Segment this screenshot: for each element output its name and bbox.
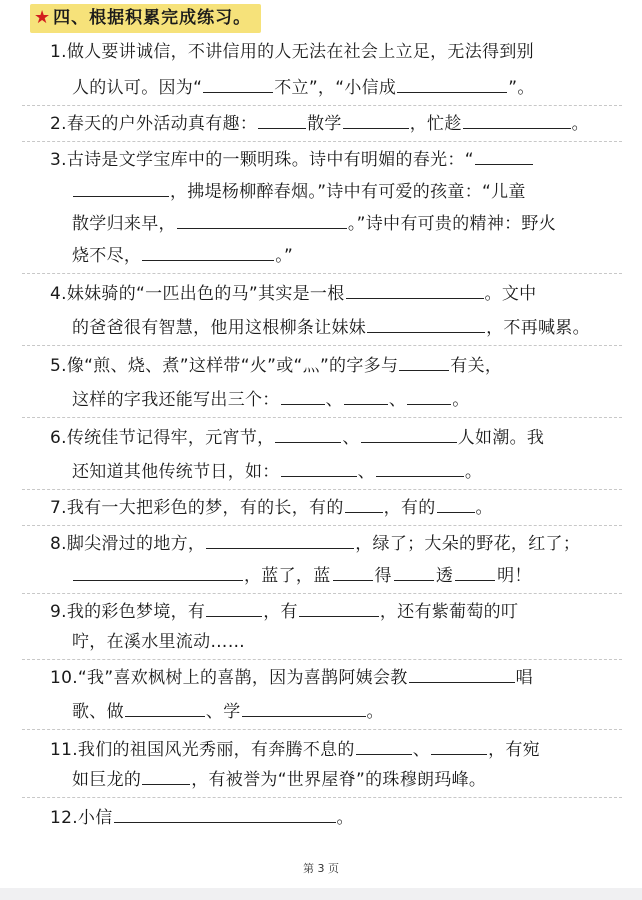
line-text: 9.我的彩色梦境，有 <box>50 602 206 622</box>
exercise-line <box>72 178 526 206</box>
answer-blank[interactable] <box>367 318 485 333</box>
line-text: 人如潮。我 <box>457 428 545 448</box>
line-text: 。 <box>464 462 483 482</box>
answer-blank[interactable] <box>376 462 464 477</box>
line-text: 、 <box>412 740 431 760</box>
long-dash <box>333 571 373 581</box>
line-text: ，有 <box>263 602 298 622</box>
answer-blank[interactable] <box>475 150 533 165</box>
dashed-separator <box>22 659 622 660</box>
line-text: 1.做人要讲诚信，不讲信用的人无法在社会上立足，无法得到别 <box>50 42 534 62</box>
line-text: 人的认可。因为“ <box>72 78 203 98</box>
long-dash <box>455 571 495 581</box>
exercise-line <box>72 314 590 342</box>
answer-blank[interactable] <box>346 284 484 299</box>
exercise-line <box>72 562 532 590</box>
line-text: 散学归来早， <box>72 214 176 234</box>
bottom-bar <box>0 888 642 900</box>
exercise-line <box>50 110 589 138</box>
dashed-separator <box>22 525 622 526</box>
line-text: 、 <box>357 462 375 482</box>
line-text: 5.像“煎、烧、煮”这样带“火”或“灬”的字多与 <box>50 356 399 376</box>
answer-blank[interactable] <box>361 428 457 443</box>
line-text: 7.我有一大把彩色的梦，有的长，有的 <box>50 498 344 518</box>
exercise-line <box>72 766 486 794</box>
line-text: 烧不尽， <box>72 246 142 266</box>
line-text: ，有宛 <box>488 740 540 760</box>
answer-blank[interactable] <box>437 498 475 513</box>
exercise-line <box>50 280 536 308</box>
exercise-line <box>50 736 540 764</box>
line-text: ，绿了；大朵的野花，红了； <box>355 534 581 554</box>
dashed-separator <box>22 141 622 142</box>
dashed-separator <box>22 273 622 274</box>
line-text: ，拂堤杨柳醉春烟。”诗中有可爱的孩童：“儿童 <box>170 182 526 202</box>
line-text: ，忙趁 <box>409 114 462 134</box>
star-icon: ★ <box>34 7 52 28</box>
line-text: 透 <box>435 566 454 586</box>
line-text: 、 <box>388 390 407 410</box>
answer-blank[interactable] <box>203 78 273 93</box>
line-text: 8.脚尖滑过的地方， <box>50 534 206 554</box>
dashed-separator <box>22 729 622 730</box>
answer-blank[interactable] <box>281 462 357 477</box>
dashed-separator <box>22 345 622 346</box>
line-text: 散学 <box>307 114 342 134</box>
answer-blank[interactable] <box>206 602 262 617</box>
answer-blank[interactable] <box>275 428 341 443</box>
answer-blank[interactable] <box>73 566 243 581</box>
answer-blank[interactable] <box>463 114 571 129</box>
answer-blank[interactable] <box>242 702 366 717</box>
line-text: 。文中 <box>484 284 537 304</box>
line-text: 、学 <box>205 702 241 722</box>
line-text: 11.我们的祖国风光秀丽，有奔腾不息的 <box>50 740 355 760</box>
exercise-line <box>72 210 556 238</box>
line-text: 咛，在溪水里流动…… <box>72 632 245 652</box>
line-text: ，还有紫葡萄的叮 <box>379 602 519 622</box>
answer-blank[interactable] <box>344 390 388 405</box>
line-text: 。 <box>452 390 470 410</box>
exercise-line <box>50 38 534 66</box>
answer-blank[interactable] <box>399 356 449 371</box>
line-text: 这样的字我还能写出三个： <box>72 390 280 410</box>
line-text: 。” <box>275 246 294 266</box>
answer-blank[interactable] <box>299 602 379 617</box>
answer-blank[interactable] <box>177 214 347 229</box>
page-number: 第 3 页 <box>303 862 339 875</box>
line-text: 明！ <box>497 566 532 586</box>
line-text: 得 <box>374 566 392 586</box>
answer-blank[interactable] <box>407 390 451 405</box>
exercise-line <box>50 530 580 558</box>
answer-blank[interactable] <box>114 808 336 823</box>
line-text: 4.妹妹骑的“一匹出色的马”其实是一根 <box>50 284 345 304</box>
line-text: 、 <box>325 390 343 410</box>
exercise-line <box>72 386 470 414</box>
answer-blank[interactable] <box>409 668 515 683</box>
line-text: 、 <box>342 428 360 448</box>
exercise-line <box>50 804 354 832</box>
line-text: 。 <box>571 114 589 134</box>
line-text: ，不再喊累。 <box>486 318 590 338</box>
exercise-line <box>50 424 544 452</box>
line-text: 的爸爸很有智慧，他用这根柳条让妹妹 <box>72 318 367 338</box>
answer-blank[interactable] <box>431 740 487 755</box>
line-text: ，蓝了，蓝 <box>244 566 331 586</box>
long-dash <box>394 571 434 581</box>
answer-blank[interactable] <box>73 182 169 197</box>
line-text: 10.“我”喜欢枫树上的喜鹊，因为喜鹊阿姨会教 <box>50 668 408 688</box>
exercise-line <box>72 242 293 270</box>
line-text: 有关， <box>450 356 503 376</box>
exercise-line <box>50 664 533 692</box>
exercise-line <box>72 628 245 656</box>
line-text: ，有被誉为“世界屋脊”的珠穆朗玛峰。 <box>191 770 487 790</box>
answer-blank[interactable] <box>345 498 383 513</box>
answer-blank[interactable] <box>206 534 354 549</box>
answer-blank[interactable] <box>258 114 306 129</box>
exercise-line <box>50 352 502 380</box>
answer-blank[interactable] <box>142 770 190 785</box>
dashed-separator <box>22 417 622 418</box>
section-title: 四、根据积累完成练习。 <box>53 8 252 28</box>
line-text: 。 <box>336 808 354 828</box>
answer-blank[interactable] <box>397 78 507 93</box>
dashed-separator <box>22 593 622 594</box>
line-text: 2.春天的户外活动真有趣： <box>50 114 258 134</box>
answer-blank[interactable] <box>356 740 412 755</box>
exercise-line <box>72 74 535 102</box>
line-text: ，有的 <box>383 498 436 518</box>
dashed-separator <box>22 797 622 798</box>
exercise-line <box>50 494 493 522</box>
answer-blank[interactable] <box>343 114 409 129</box>
dashed-separator <box>22 105 622 106</box>
line-text: 歌、做 <box>72 702 124 722</box>
answer-blank[interactable] <box>142 246 274 261</box>
line-text: 还知道其他传统节日，如： <box>72 462 280 482</box>
line-text: 12.小信 <box>50 808 113 828</box>
line-text: ”。 <box>508 78 535 98</box>
answer-blank[interactable] <box>125 702 205 717</box>
line-text: 如巨龙的 <box>72 770 142 790</box>
section-header <box>30 4 261 33</box>
line-text: 6.传统佳节记得牢，元宵节， <box>50 428 275 448</box>
line-text: 不立”，“小信成 <box>274 78 397 98</box>
exercise-line <box>50 598 518 626</box>
exercise-line <box>72 698 384 726</box>
exercise-line <box>72 458 482 486</box>
line-text: 3.古诗是文学宝库中的一颗明珠。诗中有明媚的春光：“ <box>50 150 474 170</box>
line-text: 。”诗中有可贵的精神：野火 <box>347 214 557 234</box>
line-text: 唱 <box>515 668 533 688</box>
exercise-line <box>50 146 534 174</box>
line-text: 。 <box>475 498 493 518</box>
answer-blank[interactable] <box>281 390 325 405</box>
dashed-separator <box>22 489 622 490</box>
line-text: 。 <box>366 702 384 722</box>
